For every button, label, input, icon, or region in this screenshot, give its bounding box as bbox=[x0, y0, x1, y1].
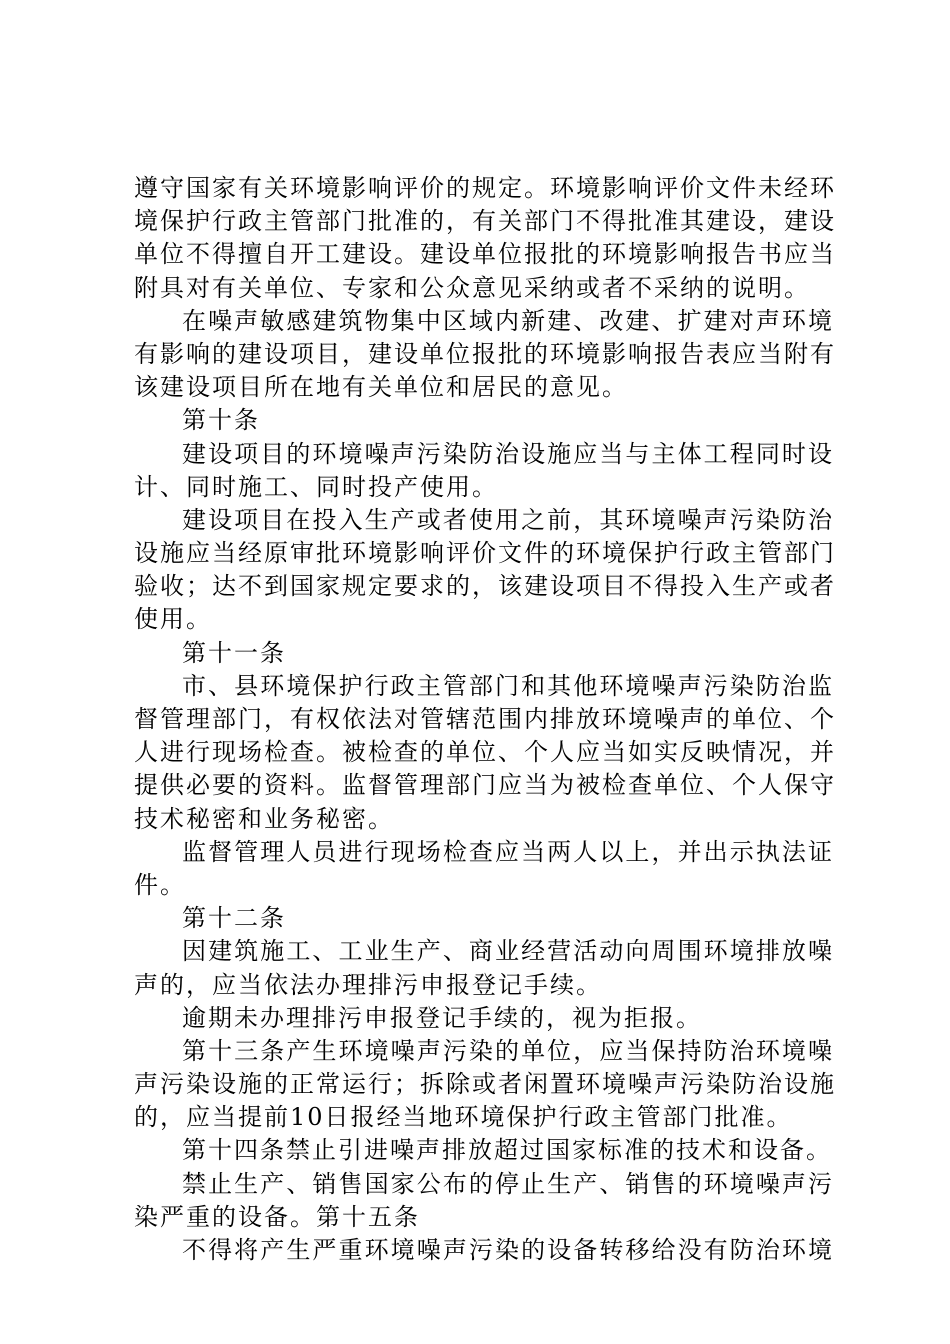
text-line: 单位不得擅自开工建设。建设单位报批的环境影响报告书应当 bbox=[134, 240, 836, 269]
text-line: 附具对有关单位、专家和公众意见采纳或者不采纳的说明。 bbox=[134, 273, 810, 302]
text-line: 人进行现场检查。被检查的单位、个人应当如实反映情况，并 bbox=[134, 738, 836, 767]
text-line: 计、同时施工、同时投产使用。 bbox=[134, 472, 498, 501]
text-line: 使用。 bbox=[134, 605, 212, 634]
text-line: 提供必要的资料。监督管理部门应当为被检查单位、个人保守 bbox=[134, 771, 836, 800]
article-heading: 第十条 bbox=[182, 406, 260, 435]
text-line: 监督管理人员进行现场检查应当两人以上，并出示执法证 bbox=[182, 837, 834, 866]
text-line: 因建筑施工、工业生产、商业经营活动向周围环境排放噪 bbox=[182, 937, 834, 966]
text-line: 在噪声敏感建筑物集中区域内新建、改建、扩建对声环境 bbox=[182, 306, 834, 335]
text-line: 染严重的设备。第十五条 bbox=[134, 1202, 420, 1231]
text-line: 遵守国家有关环境影响评价的规定。环境影响评价文件未经环 bbox=[134, 174, 836, 202]
text-line: 禁止生产、销售国家公布的停止生产、销售的环境噪声污 bbox=[182, 1169, 834, 1198]
document-body bbox=[134, 172, 834, 1267]
text-line: 有影响的建设项目，建设单位报批的环境影响报告表应当附有 bbox=[134, 339, 836, 368]
text-line: 逾期未办理排污申报登记手续的，视为拒报。 bbox=[182, 1003, 702, 1032]
text-line: 的，应当提前10日报经当地环境保护行政主管部门批准。 bbox=[134, 1103, 793, 1132]
text-line: 声的，应当依法办理排污申报登记手续。 bbox=[134, 970, 602, 999]
article-heading: 第十二条 bbox=[182, 904, 286, 933]
text-line: 督管理部门，有权依法对管辖范围内排放环境噪声的单位、个 bbox=[134, 705, 836, 733]
text-line: 设施应当经原审批环境影响评价文件的环境保护行政主管部门 bbox=[134, 539, 836, 568]
text-line: 境保护行政主管部门批准的，有关部门不得批准其建设，建设 bbox=[134, 207, 836, 236]
text-line: 第十四条禁止引进噪声排放超过国家标准的技术和设备。 bbox=[182, 1136, 832, 1165]
text-line: 市、县环境保护行政主管部门和其他环境噪声污染防治监 bbox=[182, 671, 834, 700]
text-line: 件。 bbox=[134, 870, 186, 899]
text-line: 建设项目在投入生产或者使用之前，其环境噪声污染防治 bbox=[182, 505, 834, 534]
text-line: 第十三条产生环境噪声污染的单位，应当保持防治环境噪 bbox=[182, 1036, 834, 1065]
text-line: 验收；达不到国家规定要求的，该建设项目不得投入生产或者 bbox=[134, 572, 836, 601]
text-line: 技术秘密和业务秘密。 bbox=[134, 804, 394, 833]
text-line: 不得将产生严重环境噪声污染的设备转移给没有防治环境 bbox=[182, 1236, 834, 1264]
text-line: 该建设项目所在地有关单位和居民的意见。 bbox=[134, 373, 628, 402]
text-line: 声污染设施的正常运行；拆除或者闲置环境噪声污染防治设施 bbox=[134, 1070, 836, 1099]
article-heading: 第十一条 bbox=[182, 638, 286, 667]
text-line: 建设项目的环境噪声污染防治设施应当与主体工程同时设 bbox=[182, 439, 834, 468]
